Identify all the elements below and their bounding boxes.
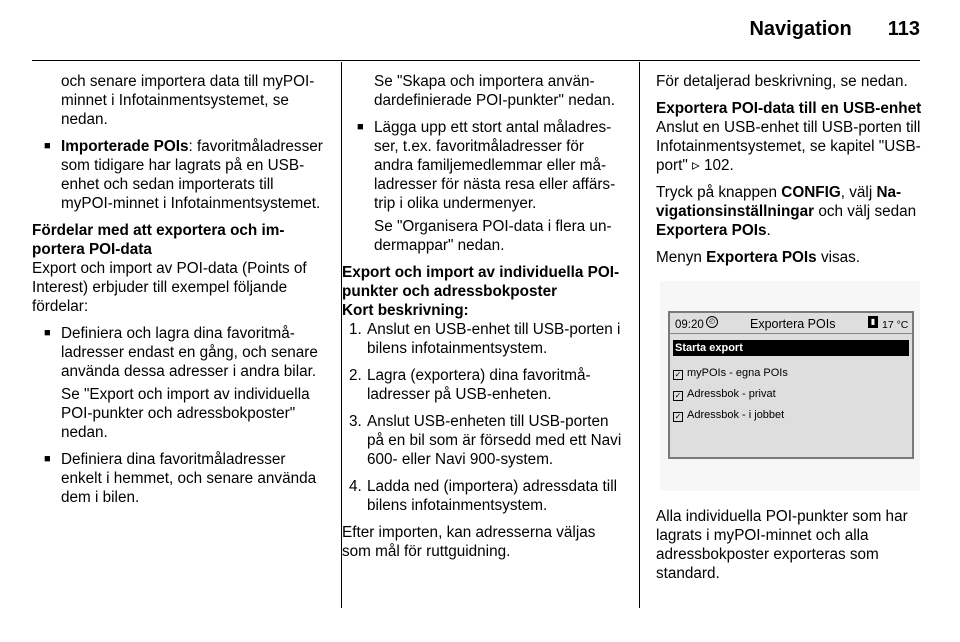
text-run: visas. [816, 249, 861, 266]
paragraph [656, 118, 924, 175]
column-divider-2 [639, 62, 640, 608]
screen-time: 09:20 [675, 319, 704, 331]
checkbox-icon: ✓ [674, 370, 682, 379]
section-heading: Export och import av individuella POI-punkter och adressbokposter [342, 264, 620, 300]
column-1 [32, 72, 329, 515]
clock-icon: ◴ [706, 316, 718, 328]
screen-illustration [660, 281, 920, 491]
menu-item-label: myPOIs - egna POIs [687, 367, 788, 379]
text-run: och välj sedan [814, 203, 917, 220]
checkbox-icon: ✓ [674, 412, 682, 421]
bullet-subparagraph: Se "Export och import av individuella POI-punkter och adressbokposter" nedan. [61, 386, 310, 441]
menu-item [673, 406, 784, 425]
bold-term: Exportera POIs [706, 249, 817, 266]
bullet-item [44, 137, 329, 213]
menu-item-label: Adressbok - privat [687, 388, 776, 400]
bold-term: CONFIG [781, 184, 841, 201]
bold-term: Navigationsinställningar [656, 184, 902, 220]
text-run: 102. [699, 157, 734, 174]
text-run: Menyn [656, 249, 707, 266]
screen-status-bar [670, 313, 912, 334]
list-text: Anslut USB-enheten till USB-porten på en bil som är försedd med ett Navi 600- eller Navi 900-system. [367, 413, 622, 468]
screen-title: Exportera POIs [750, 317, 836, 331]
menu-item-start-export: Starta export [673, 340, 909, 356]
section-heading: Fördelar med att exportera och importera POI-data [32, 222, 285, 258]
list-number: 2. [349, 367, 362, 384]
bullet-item: ■ Definiera dina favoritmåladresser enkelt i hemmet, och senare använda dem i bilen. [44, 450, 329, 507]
menu-item-label: Adressbok - i jobbet [687, 409, 785, 421]
list-text: Ladda ned (importera) adressdata till bilens infotainmentsystem. [367, 478, 617, 514]
page-ref-icon: ▹ [692, 157, 700, 174]
text-run: Anslut en USB-enhet till USB-porten till Infotainmentsystemet, se kapitel "USB-port" [656, 119, 921, 174]
infotainment-screen [668, 311, 914, 459]
text-run: . [766, 222, 771, 239]
bullet-item: ■ Lägga upp ett stort antal måladresser, t.ex. favoritmåladresser för andra familjemedlemmar eller måladresser för nästa resa eller affärstrip i olika undermenyer. [357, 118, 626, 213]
header-rule [32, 60, 920, 61]
menu-item [673, 364, 788, 383]
column-3 [656, 72, 924, 583]
section-heading: Exportera POI-data till en USB-enhet [656, 100, 922, 117]
paragraph: Alla individuella POI-punkter som har lagrats i myPOI-minnet och alla adressbokposter exporteras som standard. [656, 508, 908, 582]
section-title: Navigation [749, 18, 852, 40]
paragraph: Efter importen, kan adresserna väljas som mål för ruttguidning. [342, 524, 596, 560]
paragraph [656, 248, 924, 267]
bullet-text: : favoritmåladresser som tidigare har lagrats på en USB-enhet och sedan importerats till myPOI-minnet i Infotainmentsystemet. [61, 138, 323, 212]
menu-item [673, 385, 776, 404]
text-run: , välj [840, 184, 877, 201]
paragraph: För detaljerad beskrivning, se nedan. [656, 73, 908, 90]
subheading: Kort beskrivning: [342, 302, 469, 319]
list-text: Anslut en USB-enhet till USB-porten i bilens infotainmentsystem. [367, 321, 621, 357]
list-text: Lagra (exportera) dina favoritmåladresser på USB-enheten. [367, 367, 591, 403]
bold-term: Exportera POIs [656, 222, 767, 239]
page-number: 113 [887, 18, 920, 40]
list-item [342, 366, 626, 404]
numbered-list [342, 320, 626, 515]
paragraph: Export och import av POI-data (Points of Interest) erbjuder till exempel följande fördelar: [32, 260, 307, 315]
bold-term: Importerade POIs [61, 138, 189, 155]
list-item [342, 477, 626, 515]
list-item [342, 320, 626, 358]
bullet-subparagraph: Se "Skapa och importera användardefinierade POI-punkter" nedan. [374, 73, 615, 109]
paragraph [656, 183, 924, 240]
running-header [749, 18, 920, 41]
list-number: 1. [349, 321, 362, 338]
checkbox-icon: ✓ [674, 391, 682, 400]
bullet-subparagraph: Se "Organisera POI-data i flera undermappar" nedan. [374, 218, 612, 254]
list-number: 3. [349, 413, 362, 430]
screen-temperature: 17 °C [882, 319, 909, 331]
list-number: 4. [349, 478, 362, 495]
text-run: Tryck på knappen [656, 184, 782, 201]
paragraph: och senare importera data till myPOI-minnet i Infotainmentsystemet, se nedan. [61, 73, 315, 128]
thermometer-icon: ▮ [868, 316, 878, 328]
bullet-item: ■ Definiera och lagra dina favoritmåladresser endast en gång, och senare använda dessa adresser i andra bilar. [44, 324, 329, 381]
list-item [342, 412, 626, 469]
column-2 [342, 72, 626, 561]
